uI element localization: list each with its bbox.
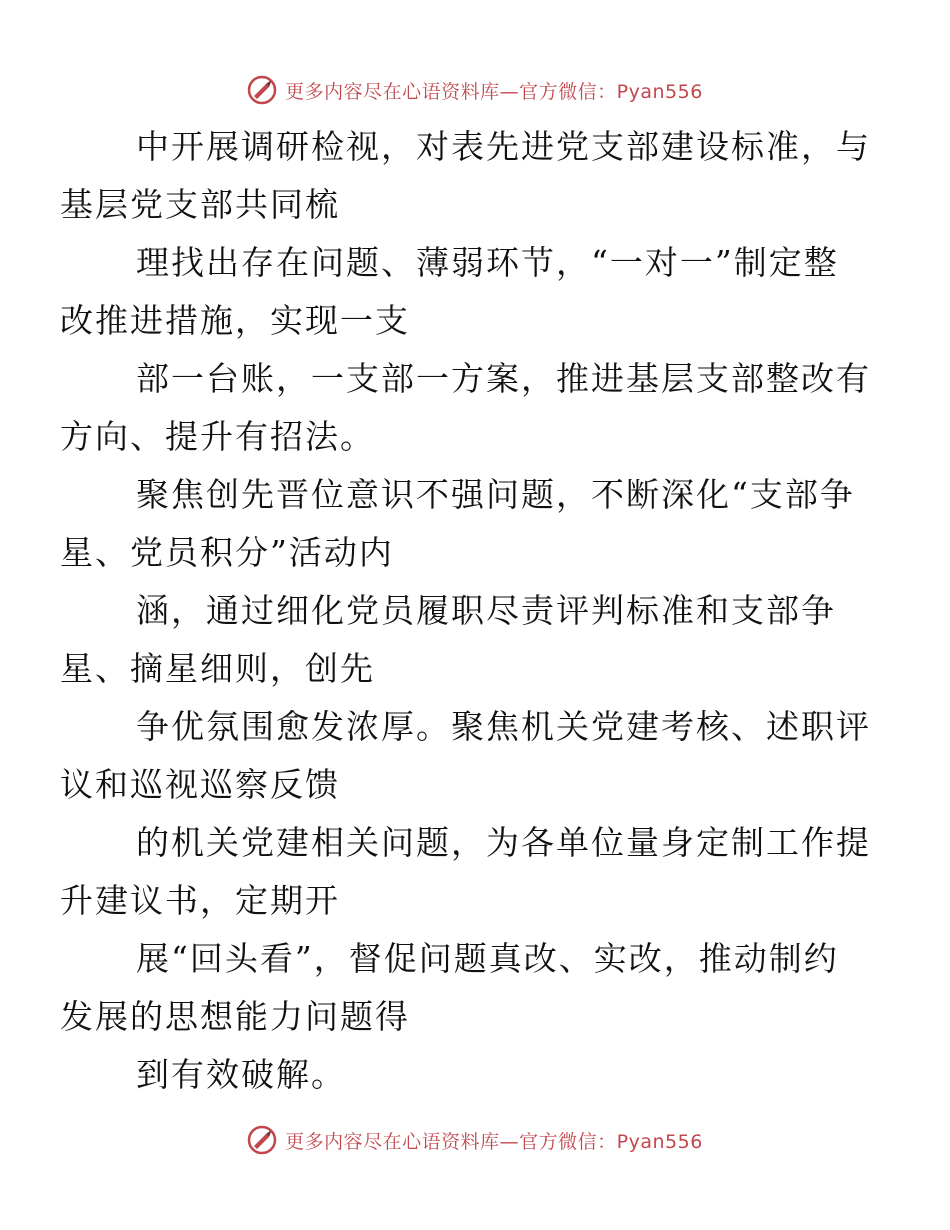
paragraph-line: 议和巡视巡察反馈 <box>60 765 340 804</box>
paragraph <box>60 466 858 582</box>
paragraph-line: 星、摘星细则，创先 <box>60 649 375 688</box>
paragraph-line: 展“回头看”，督促问题真改、实改，推动制约 <box>136 939 839 978</box>
paragraph-line: 发展的思想能力问题得 <box>60 997 410 1036</box>
footer-watermark <box>0 1120 950 1160</box>
paragraph-line: 星、党员积分”活动内 <box>60 533 394 572</box>
watermark-text: 更多内容尽在心语资料库—官方微信：Pyan556 <box>285 80 703 103</box>
paragraph-line: 到有效破解。 <box>136 1055 346 1094</box>
document-body <box>60 118 871 1104</box>
paragraph-line: 方向、提升有招法。 <box>60 417 375 456</box>
paragraph <box>60 234 858 350</box>
paragraph <box>60 814 871 930</box>
watermark-text: 更多内容尽在心语资料库—官方微信：Pyan556 <box>285 1130 703 1153</box>
paragraph-line: 争优氛围愈发浓厚。聚焦机关党建考核、述职评 <box>136 707 871 746</box>
pen-logo-icon <box>247 1125 277 1155</box>
paragraph <box>60 350 871 466</box>
paragraph <box>98 1046 858 1104</box>
paragraph-line: 的机关党建相关问题，为各单位量身定制工作提 <box>136 823 871 862</box>
paragraph-line: 部一台账，一支部一方案，推进基层支部整改有 <box>136 359 871 398</box>
paragraph <box>60 582 858 698</box>
paragraph-line: 中开展调研检视，对表先进党支部建设标准，与 <box>136 127 871 166</box>
paragraph <box>60 930 858 1046</box>
paragraph-line: 改推进措施，实现一支 <box>60 301 410 340</box>
paragraph-line: 升建议书，定期开 <box>60 881 340 920</box>
header-watermark <box>0 70 950 110</box>
paragraph-line: 聚焦创先晋位意识不强问题，不断深化“支部争 <box>136 475 855 514</box>
paragraph-line: 涵，通过细化党员履职尽责评判标准和支部争 <box>136 591 836 630</box>
paragraph <box>60 698 871 814</box>
paragraph-line: 理找出存在问题、薄弱环节，“一对一”制定整 <box>136 243 839 282</box>
pen-logo-icon <box>247 75 277 105</box>
paragraph <box>60 118 871 234</box>
paragraph-line: 基层党支部共同梳 <box>60 185 340 224</box>
